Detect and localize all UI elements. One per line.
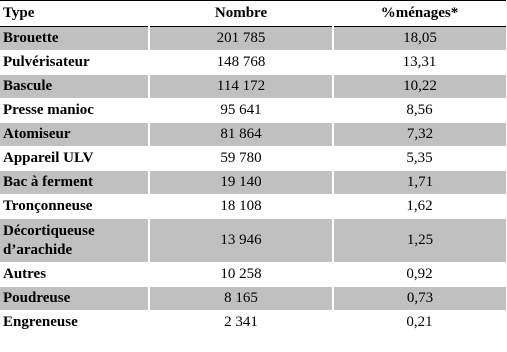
header-type: Type: [0, 1, 149, 27]
table-row: [0, 123, 506, 147]
row-pct: 1,62: [333, 195, 506, 219]
table-row: [0, 27, 506, 51]
row-type: Engreneuse: [0, 311, 149, 335]
table-row: [0, 263, 506, 287]
row-pct: 1,71: [333, 171, 506, 195]
table-row: [0, 171, 506, 195]
row-pct: 7,32: [333, 123, 506, 147]
table-row: [0, 147, 506, 171]
header-pct-menages: %ménages*: [333, 1, 506, 27]
row-nombre: 201 785: [149, 27, 333, 51]
row-nombre: 59 780: [149, 147, 333, 171]
row-type: Décortiqueuse d’arachide: [0, 219, 149, 263]
row-pct: 8,56: [333, 99, 506, 123]
row-nombre: 95 641: [149, 99, 333, 123]
row-nombre: 2 341: [149, 311, 333, 335]
row-type: Brouette: [0, 27, 149, 51]
row-pct: 10,22: [333, 75, 506, 99]
row-type: Tronçonneuse: [0, 195, 149, 219]
table-row: [0, 51, 506, 75]
table-row: [0, 99, 506, 123]
table-row: [0, 311, 506, 335]
row-nombre: 148 768: [149, 51, 333, 75]
row-nombre: 81 864: [149, 123, 333, 147]
row-pct: 1,25: [333, 219, 506, 263]
row-pct: 18,05: [333, 27, 506, 51]
table-header: [0, 1, 506, 27]
row-pct: 0,73: [333, 287, 506, 311]
row-pct: 0,92: [333, 263, 506, 287]
header-row: [0, 1, 506, 27]
row-pct: 0,21: [333, 311, 506, 335]
row-pct: 13,31: [333, 51, 506, 75]
row-nombre: 8 165: [149, 287, 333, 311]
row-type: Atomiseur: [0, 123, 149, 147]
row-nombre: 10 258: [149, 263, 333, 287]
row-type: Autres: [0, 263, 149, 287]
row-type: Poudreuse: [0, 287, 149, 311]
row-pct: 5,35: [333, 147, 506, 171]
table-row: [0, 195, 506, 219]
header-nombre: Nombre: [149, 1, 333, 27]
table-row: [0, 75, 506, 99]
table-row: [0, 219, 506, 263]
table-body: [0, 27, 506, 335]
row-nombre: 13 946: [149, 219, 333, 263]
row-type: Presse manioc: [0, 99, 149, 123]
row-nombre: 114 172: [149, 75, 333, 99]
table-row: [0, 287, 506, 311]
row-nombre: 19 140: [149, 171, 333, 195]
row-nombre: 18 108: [149, 195, 333, 219]
row-type: Appareil ULV: [0, 147, 149, 171]
row-type: Pulvérisateur: [0, 51, 149, 75]
row-type: Bascule: [0, 75, 149, 99]
row-type: Bac à ferment: [0, 171, 149, 195]
